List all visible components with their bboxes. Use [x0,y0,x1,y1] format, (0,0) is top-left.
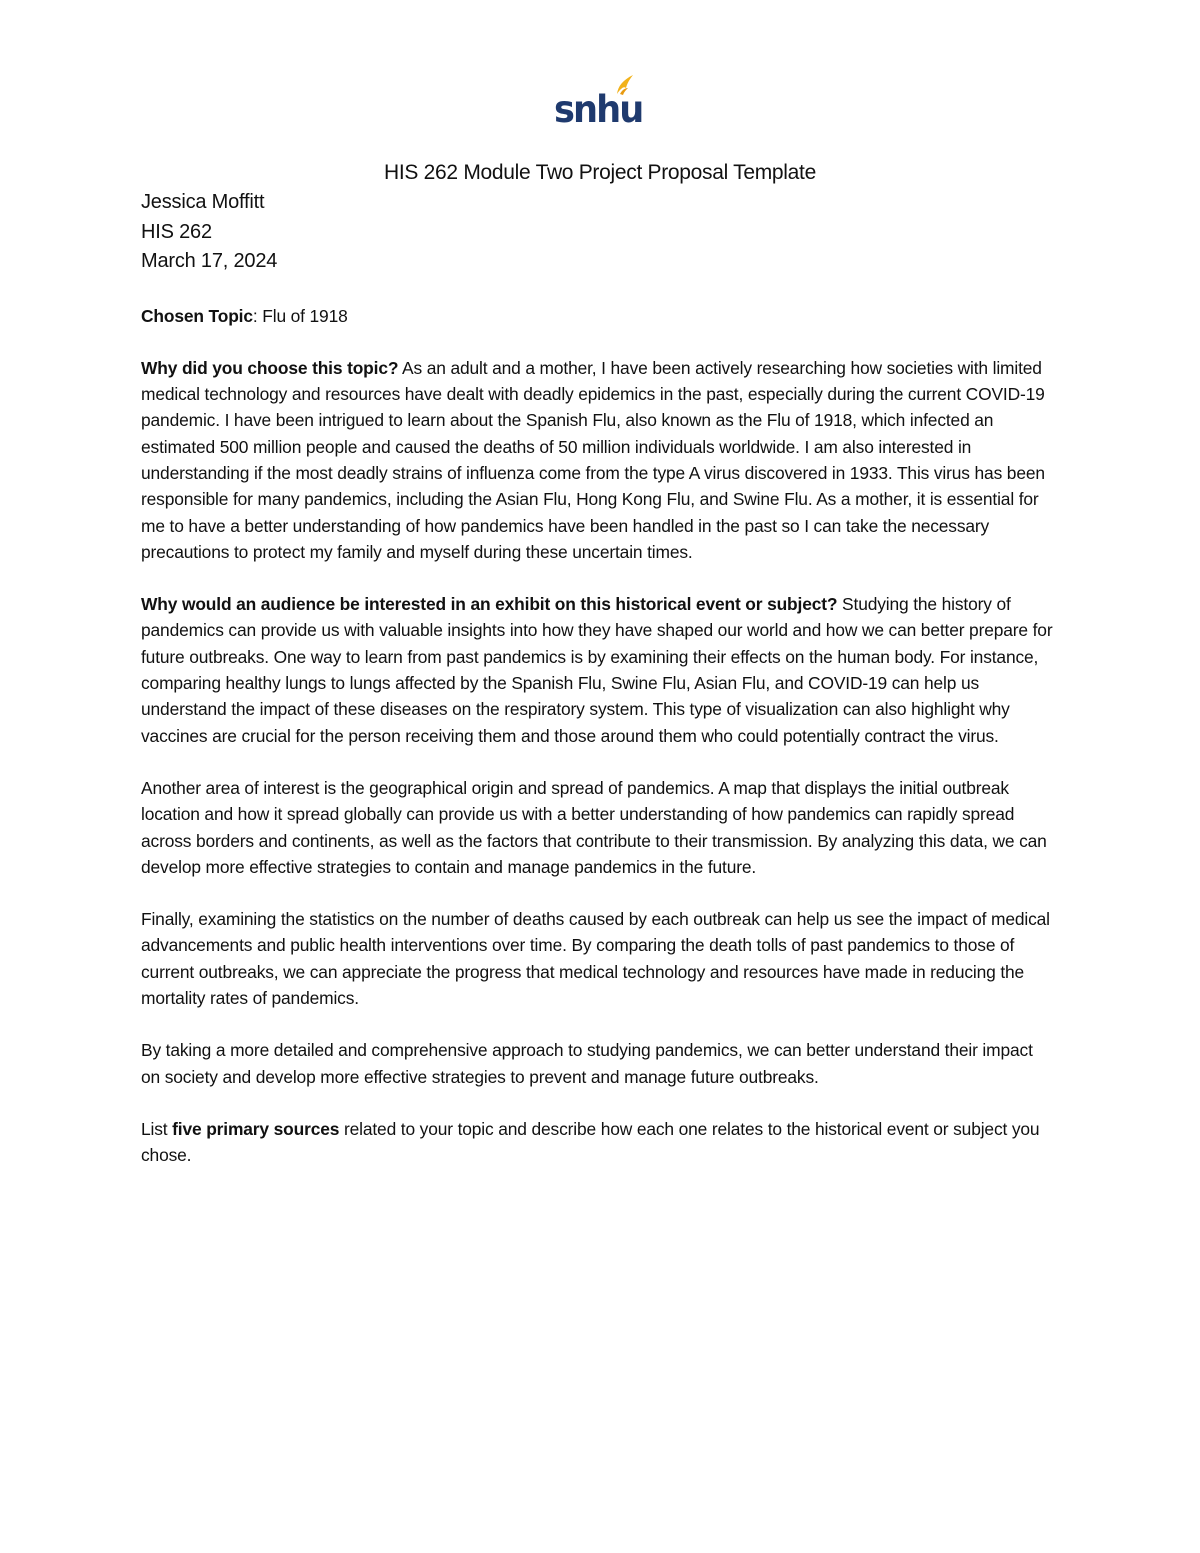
chosen-topic-separator: : [252,305,258,326]
chosen-topic-line [141,303,1056,329]
why-audience-paragraph [141,591,1056,749]
sources-suffix: related to your topic and describe how each one relates to the historical event or subject you chose. [141,1118,1040,1166]
body-paragraph-conclusion: By taking a more detailed and comprehensive approach to studying pandemics, we can better understand their impact on society and develop more effective strategies to prevent and manage future outbreaks. [141,1040,1033,1087]
body-paragraph-geography: Another area of interest is the geographical origin and spread of pandemics. A map that displays the initial outbreak location and how it spread globally can provide us with a better understanding of how pandemics can rapidly spread across borders and continents, as well as the factors that contribute to their transmission. By analyzing this data, we can develop more effective strategies to contain and manage pandemics in the future. [141,777,1047,877]
why-audience-answer: Studying the history of pandemics can provide us with valuable insights into how they have shaped our world and how we can better prepare for future outbreaks. One way to learn from past pandemics is by examining their effects on the human body. For instance, comparing healthy lungs to lungs affected by the Spanish Flu, Swine Flu, Asian Flu, and COVID-19 can help us understand the impact of these diseases on the respiratory system. This type of visualization can also highlight why vaccines are crucial for the person receiving them and those around them who could potentially contract the virus. [141,594,1053,746]
chosen-topic-label: Chosen Topic [141,305,253,326]
logo-wordmark: snhu [554,88,643,131]
sources-prefix: List [141,1118,173,1139]
snhu-logo [554,74,643,134]
student-name: Jessica Moffitt [141,191,265,213]
primary-sources-prompt [141,1116,1056,1169]
document-body [141,188,1056,1169]
body-paragraph-statistics: Finally, examining the statistics on the number of deaths caused by each outbreak can help us see the impact of medical advancements and public health interventions over time. By comparing the death tolls of past pandemics to those of current outbreaks, we can appreciate the progress that medical technology and resources have made in reducing the mortality rates of pandemics. [141,909,1050,1009]
author-block [141,188,1056,277]
why-topic-question: Why did you choose this topic? [141,357,399,378]
sources-emphasis: five primary sources [172,1118,340,1139]
why-topic-answer: As an adult and a mother, I have been actively researching how societies with limited medical technology and resources have dealt with deadly epidemics in the past, especially during the current COVID-19 pandemic. I have been intrigued to learn about the Spanish Flu, also known as the Flu of 1918, which infected an estimated 500 million people and caused the deaths of 50 million individuals worldwide. I am also interested in understanding if the most deadly strains of influenza come from the type A virus discovered in 1933. This virus has been responsible for many pandemics, including the Asian Flu, Hong Kong Flu, and Swine Flu. As a mother, it is essential for me to have a better understanding of how pandemics have been handled in the past so I can take the necessary precautions to protect my family and myself during these uncertain times. [141,357,1045,562]
document-date: March 17, 2024 [141,250,278,272]
why-topic-paragraph [141,355,1056,565]
course-name: HIS 262 [141,220,212,243]
why-audience-question: Why would an audience be interested in an exhibit on this historical event or subject? [141,594,838,615]
document-title: HIS 262 Module Two Project Proposal Template [384,161,816,184]
chosen-topic-value: Flu of 1918 [257,305,348,326]
